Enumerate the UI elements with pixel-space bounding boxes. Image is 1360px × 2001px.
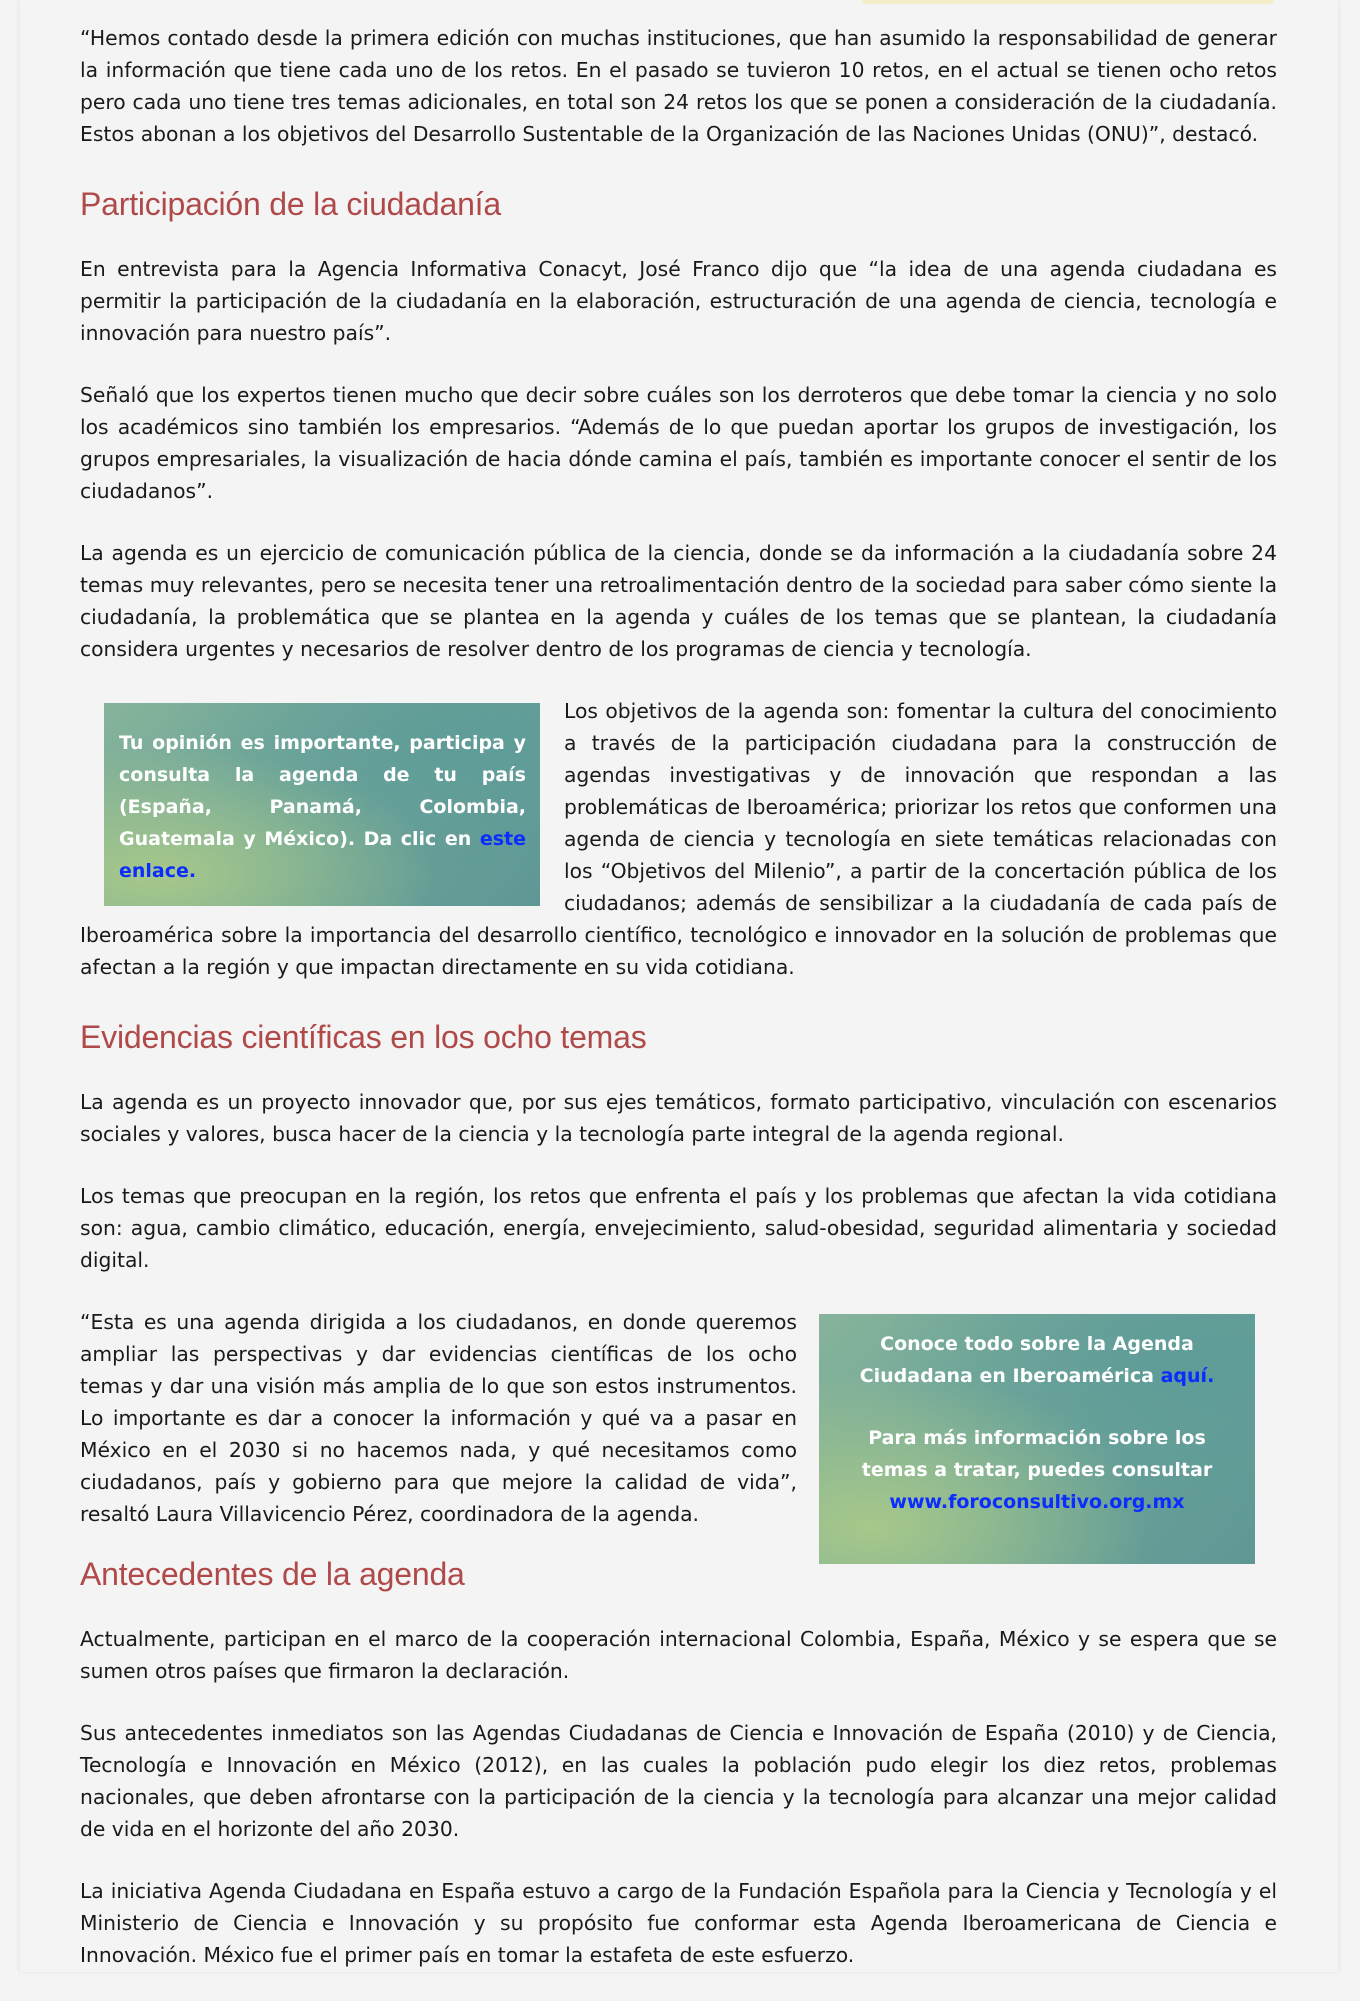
paragraph: La agenda es un ejercicio de comunicación pública de la ciencia, donde se da información a la ciudadanía sobre 24 temas muy relevantes, pero se necesita tener una retroalimentación dentro de la sociedad para saber cómo siente la ciudadanía, la problemática que se plantea en la agenda y cuáles de los temas que se plantean, la ciudadanía considera urgentes y necesarios de resolver dentro de los programas de ciencia y tecnología. — [80, 541, 1277, 661]
paragraph: Actualmente, participan en el marco de la cooperación internacional Colombia, España, México y se espera que se sumen otros países que firmaron la declaración. — [80, 1627, 1277, 1683]
paragraph: En entrevista para la Agencia Informativa Conacyt, José Franco dijo que “la idea de una agenda ciudadana es permitir la participación de la ciudadanía en la elaboración, estructuración de una agenda de ciencia, tecnología e innovación para nuestro país”. — [80, 257, 1277, 345]
callout-opinion-box — [104, 703, 540, 906]
paragraph: Sus antecedentes inmediatos son las Agendas Ciudadanas de Ciencia e Innovación de España (2010) y de Ciencia, Tecnología e Innovación en México (2012), en las cuales la población pudo elegir los diez retos, problemas nacionales, que deben afrontarse con la participación de la ciencia y la tecnología para alcanzar una mejor calidad de vida en el horizonte del año 2030. — [80, 1721, 1277, 1841]
paragraph: La agenda es un proyecto innovador que, por sus ejes temáticos, formato participativo, vinculación con escenarios sociales y valores, busca hacer de la ciencia y la tecnología parte integral de la agenda regional. — [80, 1090, 1277, 1146]
paragraph: La iniciativa Agenda Ciudadana en España estuvo a cargo de la Fundación Española para la Ciencia y Tecnología y el Ministerio de Ciencia e Innovación y su propósito fue conformar esta Agenda Iberoamericana de Ciencia e Innovación. México fue el primer país en tomar la estafeta de este esfuerzo. — [80, 1879, 1277, 1967]
top-tab-decoration — [862, 0, 1274, 4]
article-body — [80, 22, 1277, 2001]
callout-info-line1-text: Conoce todo sobre la Agenda Ciudadana en Iberoamérica — [859, 1333, 1194, 1387]
callout-info-foroconsultivo-link[interactable]: www.foroconsultivo.org.mx — [889, 1491, 1185, 1513]
callout-opinion-link[interactable]: este enlace. — [119, 828, 526, 882]
heading-participacion: Participación de la ciudadanía — [80, 186, 501, 222]
callout-info-line2-text: Para más información sobre los temas a tratar, puedes consultar — [861, 1427, 1213, 1481]
callout-opinion-text: Tu opinión es importante, participa y consulta la agenda de tu país (España, Panamá, Colombia, Guatemala y México). Da clic en — [119, 732, 526, 850]
paragraph-quote-villavicencio: “Esta es una agenda dirigida a los ciudadanos, en donde queremos ampliar las perspectivas y dar evidencias científicas de los ocho temas y dar una visión más amplia de lo que son estos instrumentos. Lo importante es dar a conocer la información y qué va a pasar en México en el 2030 si no hacemos nada, y qué necesitamos como ciudadanos, país y gobierno para que mejore la calidad de vida”, resaltó Laura Villavicencio Pérez, coordinadora de la agenda. — [80, 1310, 797, 1526]
paragraph: Señaló que los expertos tienen mucho que decir sobre cuáles son los derroteros que debe tomar la ciencia y no solo los académicos sino también los empresarios. “Además de lo que puedan aportar los grupos de investigación, los grupos empresariales, la visualización de hacia dónde camina el país, también es importante conocer el sentir de los ciudadanos”. — [80, 383, 1277, 503]
heading-evidencias: Evidencias científicas en los ocho temas — [80, 1019, 647, 1055]
heading-antecedentes: Antecedentes de la agenda — [80, 1556, 465, 1592]
intro-quote: “Hemos contado desde la primera edición con muchas instituciones, que han asumido la responsabilidad de generar la información que tiene cada uno de los retos. En el pasado se tuvieron 10 retos, en el actual se tienen ocho retos pero cada uno tiene tres temas adicionales, en total son 24 retos los que se ponen a consideración de la ciudadanía. Estos abonan a los objetivos del Desarrollo Sustentable de la Organización de las Naciones Unidas (ONU)”, destacó. — [80, 26, 1277, 146]
callout-info-line1 — [835, 1328, 1239, 1392]
callout-info-box — [819, 1314, 1255, 1564]
paragraph-objetivos: Los objetivos de la agenda son: fomentar la cultura del conocimiento a través de la participación ciudadana para la construcción de agendas investigativas y de innovación que respondan a las problemáticas de Iberoamérica; priorizar los retos que conformen una agenda de ciencia y tecnología en siete temáticas relacionadas con los “Objetivos del Milenio”, a partir de la concertación pública de los ciudadanos; además de sensibilizar a la ciudadanía de cada país de Iberoamérica sobre la importancia del desarrollo científico, tecnológico e innovador en la solución de problemas que afectan a la región y que impactan directamente en su vida cotidiana. — [80, 699, 1277, 979]
callout-info-line2 — [835, 1422, 1239, 1518]
callout-spacer — [835, 1392, 1239, 1422]
page — [20, 0, 1338, 1972]
paragraph: Los temas que preocupan en la región, los retos que enfrenta el país y los problemas que afectan la vida cotidiana son: agua, cambio climático, educación, energía, envejecimiento, salud-obesidad, seguridad alimentaria y sociedad digital. — [80, 1184, 1277, 1272]
callout-info-aqui-link[interactable]: aquí. — [1160, 1365, 1215, 1387]
